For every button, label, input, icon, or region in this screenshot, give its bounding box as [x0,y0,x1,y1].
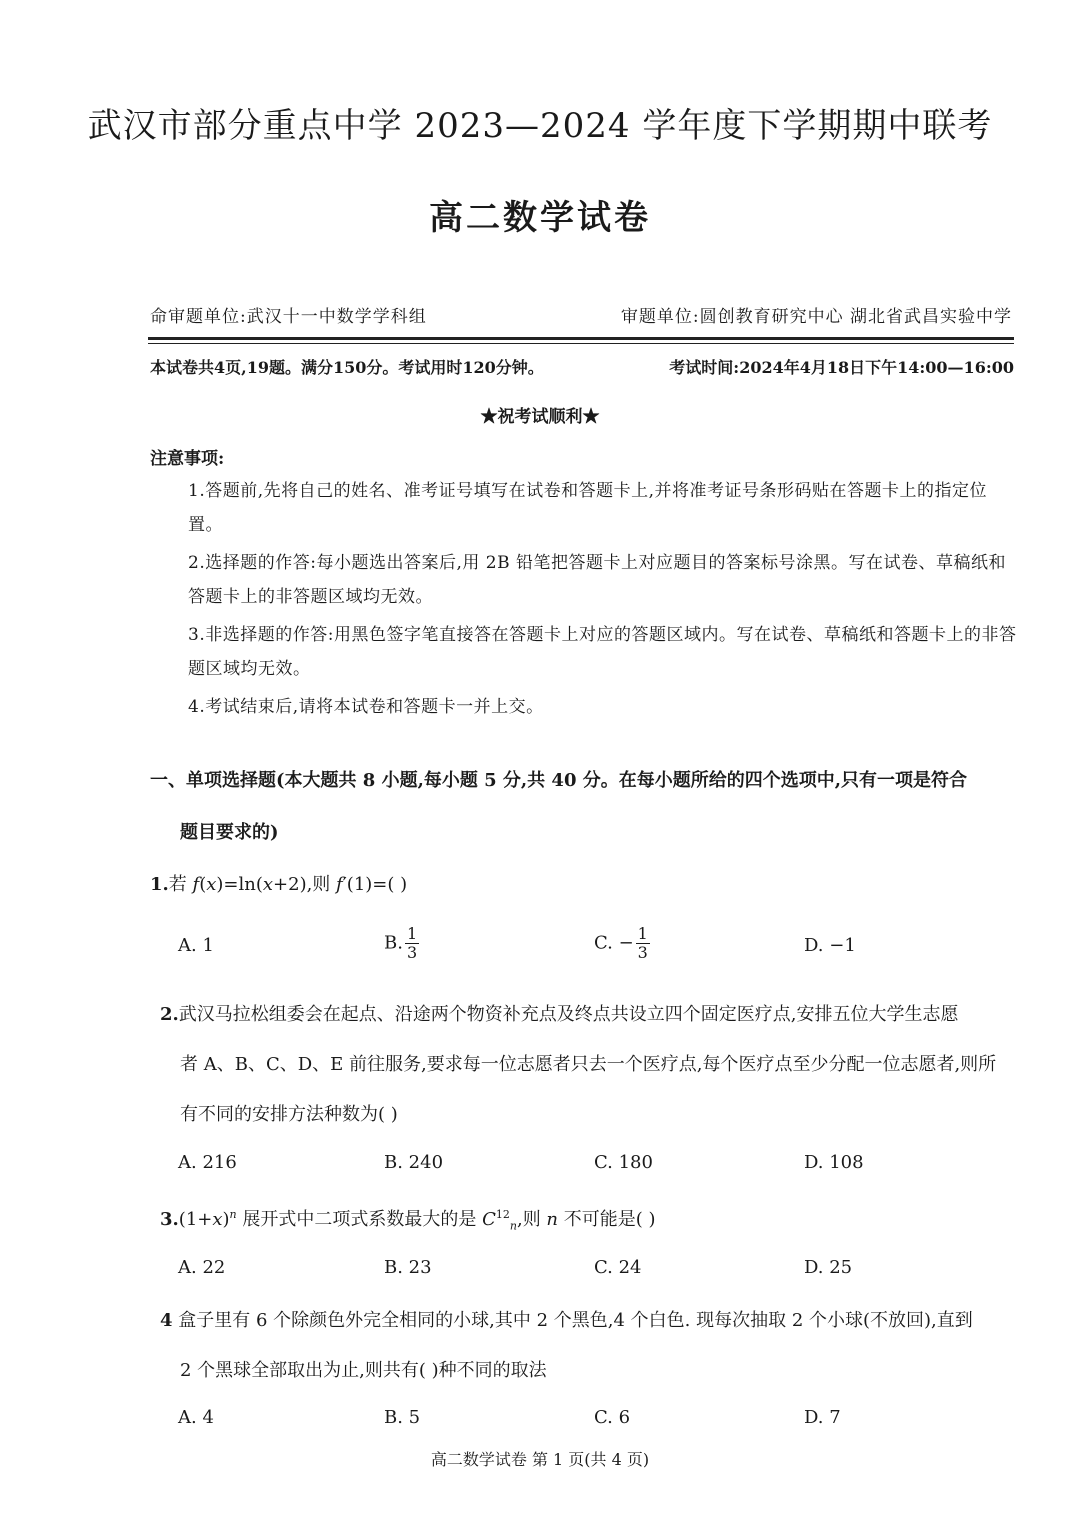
q4-option-d: D. 7 [804,1407,841,1428]
review-unit: 审题单位:圆创教育研究中心 湖北省武昌实验中学 [620,307,1012,327]
q1-text: 若 [168,874,193,895]
q3-option-c: C. 24 [594,1257,642,1278]
q4-option-c: C. 6 [594,1407,631,1428]
question-2 [160,1000,959,1026]
q1-func: f [192,874,200,895]
question-number: 3. [160,1209,179,1230]
q3-binomial: C [482,1209,496,1230]
q1-option-d: D. −1 [804,935,856,956]
denominator: 3 [406,943,418,962]
q3-exponent: n [229,1208,237,1221]
q3-text: ,则 [516,1209,547,1230]
notice-text: 4.考试结束后,请将本试卷和答题卡一并上交。 [188,697,544,717]
q4-option-b: B. 5 [384,1407,421,1428]
q3-text: 不可能是( ) [558,1209,656,1230]
question-number: 4 [160,1310,173,1331]
question-3 [160,1205,656,1233]
q3-binomial-sup: 12 [495,1208,510,1221]
q1-var: x [206,874,217,895]
q4-text-line2: 2 个黑球全部取出为止,则共有( )种不同的取法 [180,1360,547,1381]
q2-option-a: A. 216 [178,1152,237,1173]
fraction [405,925,419,962]
notice-text: 1.答题前,先将自己的姓名、准考证号填写在试卷和答题卡上,并将准考证号条形码贴在答题卡上的指定位置。 [188,481,988,535]
good-luck-banner: ★祝考试顺利★ [480,407,600,427]
q4-text: 盒子里有 6 个除颜色外完全相同的小球,其中 2 个黑色,4 个白色. 现每次抽取 2 个小球(不放回),直到 [172,1310,973,1331]
setting-unit: 命审题单位:武汉十一中数学学科组 [150,307,427,327]
q3-var: n [546,1209,559,1230]
q4-option-a: A. 4 [178,1407,214,1428]
header-rule-thick [148,337,1014,340]
q2-text: 武汉马拉松组委会在起点、沿途两个物资补充点及终点共设立四个固定医疗点,安排五位大学生志愿 [178,1004,959,1025]
q1-var: x [262,874,274,895]
notice-item [150,690,1020,724]
q3-option-b: B. 23 [384,1257,432,1278]
q3-text: ) [222,1209,230,1230]
numerator: 1 [406,924,418,943]
question-number: 2. [160,1004,179,1025]
q1-text: ′(1)=( ) [342,874,408,895]
q1-func: f [336,874,343,895]
numerator: 1 [637,924,648,943]
q3-text: (1+ [178,1209,213,1230]
q3-option-d: D. 25 [804,1257,853,1278]
q1-text: +2),则 [273,874,337,895]
option-label: B. [384,932,403,954]
denominator: 3 [637,943,648,962]
notice-text: 2.选择题的作答:每小题选出答案后,用 2B 铅笔把答题卡上对应题目的答案标号涂黑。写在试卷、草稿纸和答题卡上的非答题区域均无效。 [188,553,1006,607]
option-label: C. − [594,932,634,954]
notice-item [150,618,1020,686]
section-heading-cont: 题目要求的) [180,822,279,843]
q2-option-d: D. 108 [804,1152,864,1173]
exam-info: 本试卷共4页,19题。满分150分。考试用时120分钟。 [150,358,544,377]
page-footer: 高二数学试卷 第 1 页(共 4 页) [430,1450,650,1469]
exam-subtitle: 高二数学试卷 [429,198,651,238]
q1-option-a: A. 1 [178,935,214,956]
question-1 [150,870,407,896]
q2-text-line3: 有不同的安排方法种数为( ) [180,1104,398,1125]
question-4 [160,1306,973,1332]
q2-option-c: C. 180 [594,1152,653,1173]
q3-binomial-sub: n [509,1219,517,1233]
section-heading: 一、单项选择题(本大题共 8 小题,每小题 5 分,共 40 分。在每小题所给的四个选项中,只有一项是符合 [150,770,968,791]
notice-item [150,474,1020,542]
q2-option-b: B. 240 [384,1152,444,1173]
q2-text-line2: 者 A、B、C、D、E 前往服务,要求每一位志愿者只去一个医疗点,每个医疗点至少分配一位志愿者,则所 [180,1054,997,1075]
exam-title: 武汉市部分重点中学 2023—2024 学年度下学期期中联考 [87,106,993,146]
notice-text: 3.非选择题的作答:用黑色签字笔直接答在答题卡上对应的答题区域内。写在试卷、草稿纸和答题卡上的非答题区域均无效。 [188,625,1017,679]
notice-heading: 注意事项: [150,449,225,469]
header-rule-thin [148,343,1014,344]
q1-option-c [594,925,652,962]
q1-text: )=ln( [216,874,263,895]
fraction [636,925,650,962]
exam-time: 考试时间:2024年4月18日下午14:00—16:00 [669,358,1014,377]
q1-option-b [384,925,421,962]
question-number: 1. [150,874,169,895]
q3-text: 展开式中二项式系数最大的是 [236,1209,483,1230]
q3-var: x [212,1209,223,1230]
q3-option-a: A. 22 [178,1257,226,1278]
notice-item [150,546,1020,614]
q1-text: ( [199,874,207,895]
